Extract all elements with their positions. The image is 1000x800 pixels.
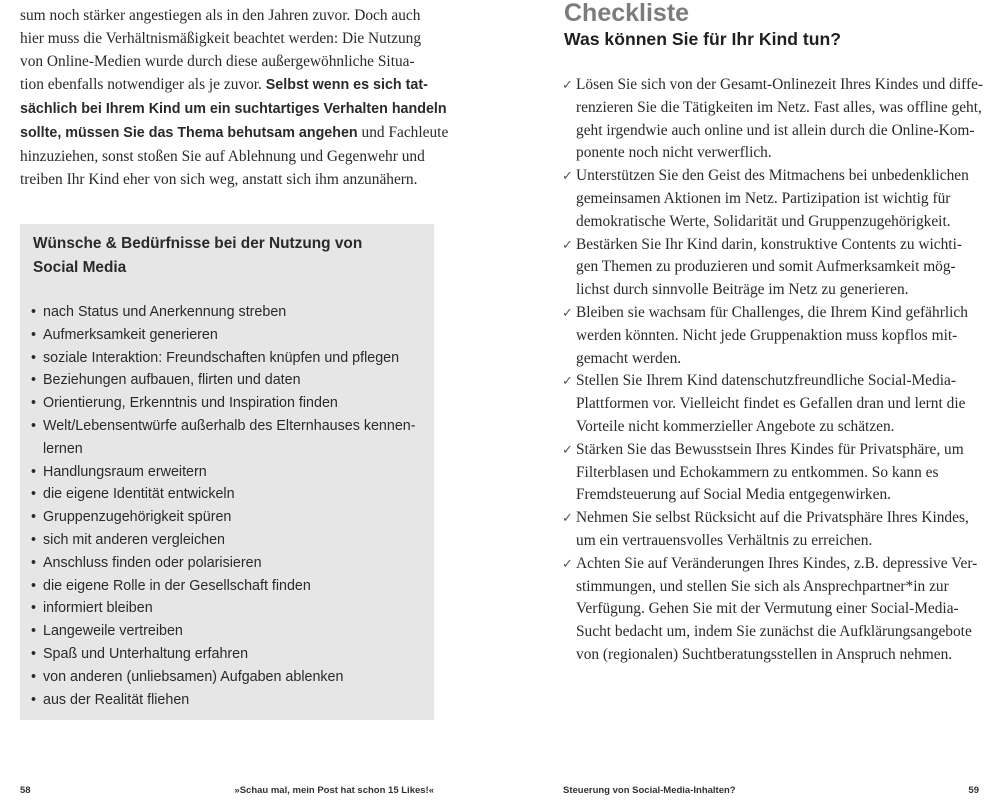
checkmark-icon: ✓ [562,441,573,457]
needs-list-item [31,483,426,506]
bullet-icon: • [31,577,37,594]
checklist-item-text: Fremdsteuerung auf Social Media entgegenwirken. [576,486,891,504]
checklist-item-text: gen Themen zu produzieren und somit Aufmerksamkeit mög- [576,258,956,276]
bullet-icon: • [31,668,37,685]
needs-list-item [31,597,426,620]
checkmark-icon: ✓ [562,77,573,92]
checklist-item [562,553,982,667]
checklist-item [562,302,982,370]
body-line: von Online-Medien wurde durch diese außergewöhnliche Situa- [20,53,415,70]
needs-item-text: Beziehungen aufbauen, flirten und daten [43,372,301,389]
checklist-item-text: Verfügung. Gehen Sie mit der Vermutung einer Social-Media- [576,600,959,618]
checklist-item-text: geht irgendwie auch online und ist allein durch die Online-Kom- [576,121,975,139]
checkmark-icon: ✓ [562,373,573,389]
body-line-bold: sollte, müssen Sie das Thema behutsam angehen [20,125,358,141]
needs-item-text: Handlungsraum erweitern [43,463,207,480]
right-page [500,0,1000,800]
bullet-icon: • [31,600,37,617]
checklist-item-text: ponente noch nicht verwerflich. [576,144,772,162]
checklist-item-text: gemeinsamen Aktionen im Netz. Partizipation ist wichtig für [576,189,951,207]
checklist-item-text: Vorteile nicht kommerzieller Angebote zu schätzen. [576,417,895,435]
needs-item-text: soziale Interaktion: Freundschaften knüpfen und pflegen [43,349,400,366]
running-title-right: Steuerung von Social-Media-Inhalten? [563,785,736,796]
needs-item-text: Aufmerksamkeit generieren [43,326,218,343]
checklist-item [562,74,982,165]
checkmark-icon: ✓ [562,510,573,526]
bullet-icon: • [31,372,37,389]
body-line: treiben Ihr Kind eher von sich weg, anstatt sich ihm anzunähern. [20,171,418,188]
needs-item-text: Anschluss finden oder polarisieren [43,554,262,571]
needs-list-item [31,666,426,689]
body-line [20,97,447,121]
checklist-item-text: stimmungen, und stellen Sie sich als Ansprechpartner*in zur [576,577,949,595]
needs-list-item [31,369,426,392]
needs-list [31,301,426,711]
checklist-item-text: Nehmen Sie selbst Rücksicht auf die Privatsphäre Ihres Kindes, [576,509,969,527]
page-number-right: 59 [968,785,979,796]
checkmark-icon: ✓ [562,168,573,184]
needs-item-text: sich mit anderen vergleichen [43,531,225,548]
bullet-icon: • [31,486,37,503]
needs-item-text: informiert bleiben [43,600,153,617]
checkmark-icon: ✓ [562,555,573,571]
bullet-icon: • [31,623,37,640]
needs-item-text: die eigene Rolle in der Gesellschaft finden [43,577,311,594]
bullet-icon: • [31,554,37,571]
bullet-icon: • [31,531,37,548]
checklist-item [562,165,982,233]
needs-item-text: Gruppenzugehörigkeit spüren [43,509,232,526]
needs-list-item [31,689,426,712]
checklist-item-text: werden könnten. Nicht jede Gruppenaktion muss kopflos mit- [576,326,958,344]
needs-list-item [31,620,426,643]
needs-list-item [31,461,426,484]
checklist-item-text: Filterblasen und Echokammern zu entkommen. So kann es [576,463,939,481]
body-line: sum noch stärker angestiegen als in den Jahren zuvor. Doch auch [20,7,421,24]
running-title-left: »Schau mal, mein Post hat schon 15 Likes!« [234,785,434,796]
bullet-icon: • [31,691,37,708]
body-line: hier muss die Verhältnismäßigkeit beachtet werden: Die Nutzung [20,30,422,47]
checklist-item-text: Lösen Sie sich von der Gesamt-Onlinezeit Ihres Kindes und diffe- [576,76,984,93]
checklist-item [562,370,982,438]
checklist-item-text: um ein vertrauensvolles Verhältnis zu erreichen. [576,531,873,549]
body-line: hinzuziehen, sonst stoßen Sie auf Ablehnung und Gegenwehr und [20,148,425,165]
checklist-item-text: Unterstützen Sie den Geist des Mitmachens bei unbedenklichen [576,167,969,185]
box-title-line: Wünsche & Bedürfnisse bei der Nutzung von [33,235,363,252]
checkmark-icon: ✓ [562,236,573,252]
bullet-icon: • [31,417,37,434]
checklist-title: Checkliste [564,0,690,27]
body-line-bold: sächlich bei Ihrem Kind um ein suchtartiges Verhalten handeln [20,101,447,117]
bullet-icon: • [31,349,37,366]
needs-list-item [31,529,426,552]
checklist-item-text: gemacht werden. [576,349,682,367]
checklist-item-text: Stärken Sie das Bewusstsein Ihres Kindes für Privatsphäre, um [576,440,964,458]
checklist-item-text: Bleiben sie wachsam für Challenges, die Ihrem Kind gefährlich [576,303,968,321]
needs-box-title [33,232,413,280]
needs-list-item [31,552,426,575]
needs-list-item [31,347,426,370]
needs-item-text: Welt/Lebensentwürfe außerhalb des Elternhauses kennen- [43,417,416,434]
needs-box [20,224,434,720]
checklist [562,74,982,667]
checklist-item-text: Plattformen vor. Vielleicht findet es Gefallen dran und lernt die [576,395,966,413]
bullet-icon: • [31,304,37,320]
checklist-item-text: von (regionalen) Suchtberatungsstellen in Anspruch nehmen. [576,645,953,663]
needs-item-text: aus der Realität fliehen [43,691,190,708]
bullet-icon: • [31,395,37,412]
bullet-icon: • [31,463,37,480]
left-body-text [20,4,449,191]
needs-item-text: Orientierung, Erkenntnis und Inspiration finden [43,395,338,412]
bullet-icon: • [31,326,37,343]
checklist-item-text: Stellen Sie Ihrem Kind datenschutzfreundliche Social-Media- [576,372,956,390]
needs-list-item [31,301,426,324]
body-line-regular: tion ebenfalls notwendiger als je zuvor. [20,76,262,93]
checklist-item [562,439,982,507]
checklist-item-text: demokratische Werte, Solidarität und Gruppenzugehörigkeit. [576,212,951,230]
checklist-item [562,507,982,553]
body-line-bold: Selbst wenn es sich tat- [265,77,428,93]
checklist-item-text: Achten Sie auf Veränderungen Ihres Kindes, z.B. depressive Ver- [576,554,978,572]
body-line [20,73,435,97]
needs-list-item [31,643,426,666]
needs-item-text: nach Status und Anerkennung streben [43,304,287,320]
box-title-line: Social Media [33,259,127,276]
bullet-icon: • [31,509,37,526]
needs-item-text: die eigene Identität entwickeln [43,486,235,503]
body-line-regular: und Fachleute [361,124,449,141]
checklist-item [562,234,982,302]
checklist-item-text: renzieren Sie die Tätigkeiten im Netz. Fast alles, was offline geht, [576,98,982,116]
checkmark-icon: ✓ [562,304,573,320]
needs-list-item [31,324,426,347]
needs-item-text: von anderen (unliebsamen) Aufgaben ablenken [43,668,344,685]
checklist-item-text: Sucht bedacht um, indem Sie zunächst die Aufklärungsangebote [576,623,972,641]
needs-list-item [31,392,426,415]
needs-item-text: Spaß und Unterhaltung erfahren [43,645,249,662]
needs-item-text: Langeweile vertreiben [43,623,183,640]
needs-list-item [31,575,426,598]
bullet-icon: • [31,645,37,662]
checklist-subtitle: Was können Sie für Ihr Kind tun? [564,29,841,49]
body-line [20,121,449,145]
needs-list-item [31,415,426,461]
checklist-item-text: lichst durch sinnvolle Beiträge im Netz zu generieren. [576,281,909,299]
page-number-left: 58 [20,785,31,796]
needs-item-text: lernen [43,440,83,457]
checklist-item-text: Bestärken Sie Ihr Kind darin, konstruktive Contents zu wichti- [576,235,962,253]
needs-list-item [31,506,426,529]
